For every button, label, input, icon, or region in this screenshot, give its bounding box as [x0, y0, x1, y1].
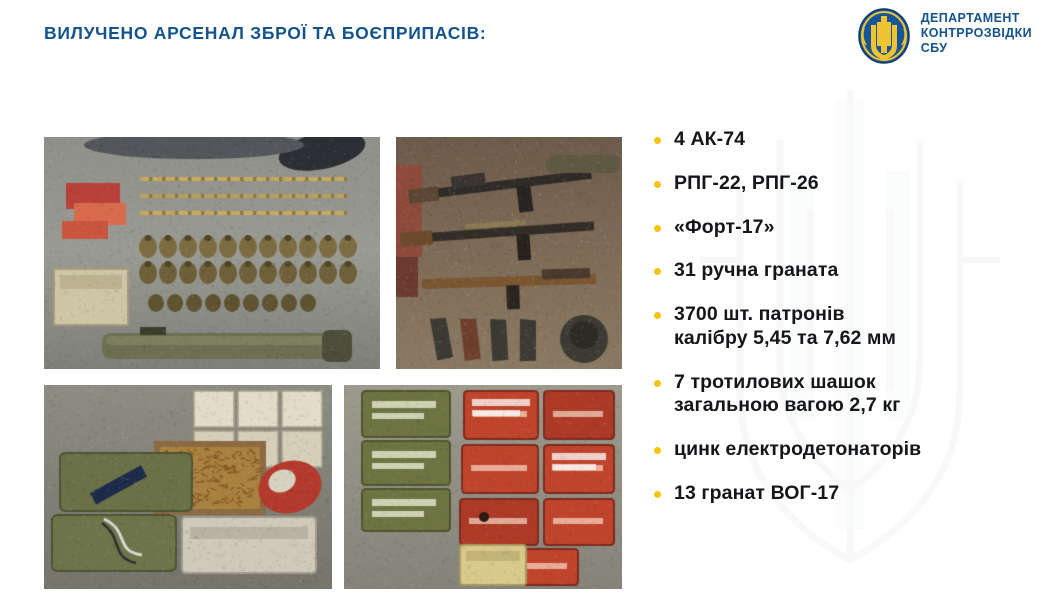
list-item-label: цинк електродетонаторів [674, 438, 922, 461]
bullet-dot-icon [654, 491, 661, 498]
photo-tnt-blocks [344, 385, 622, 589]
page-title: ВИЛУЧЕНО АРСЕНАЛ ЗБРОЇ ТА БОЄПРИПАСІВ: [44, 23, 487, 43]
bullet-dot-icon [654, 268, 661, 275]
list-item-label: 13 гранат ВОГ-17 [674, 482, 840, 505]
seized-items-list [652, 128, 1036, 506]
list-item [652, 259, 1036, 283]
photo-rifles-and-magazines [396, 137, 622, 369]
bullet-dot-icon [654, 312, 661, 319]
photo-grid [44, 137, 622, 589]
header-bar [0, 0, 1046, 72]
bullet-dot-icon [654, 225, 661, 232]
list-item-label: 7 тротилових шашок [674, 370, 876, 393]
list-item [652, 216, 1036, 240]
bullet-dot-icon [654, 447, 661, 454]
list-item-label: 4 АК-74 [674, 128, 746, 150]
list-item [652, 371, 1036, 419]
bullet-dot-icon [654, 380, 661, 387]
list-item [652, 303, 1036, 351]
list-item-label: 31 ручна граната [674, 259, 839, 282]
photo-grenades-and-launcher [44, 137, 380, 369]
list-item-label: «Форт-17» [674, 215, 775, 238]
list-item-label: 3700 шт. патронів [674, 303, 845, 326]
list-item [652, 482, 1036, 506]
brand-text [921, 8, 1032, 55]
bullet-dot-icon [654, 181, 661, 188]
list-item-label-line2: калібру 5,45 та 7,62 мм [674, 326, 897, 349]
brand-lockup [857, 8, 1032, 64]
sbu-emblem-icon [857, 8, 911, 64]
bullet-dot-icon [654, 137, 661, 144]
list-item-label-line2: загальною вагою 2,7 кг [674, 394, 901, 417]
brand-line-2: КОНТРРОЗВІДКИ [920, 25, 1032, 40]
brand-line-3: СБУ [920, 40, 948, 55]
brand-line-1: ДЕПАРТАМЕНТ [920, 11, 1020, 25]
list-item-label: РПГ-22, РПГ-26 [674, 171, 819, 194]
list-item [652, 128, 1036, 152]
list-item [652, 172, 1036, 196]
list-item [652, 438, 1036, 462]
photo-detonators-and-blocks [44, 385, 332, 589]
